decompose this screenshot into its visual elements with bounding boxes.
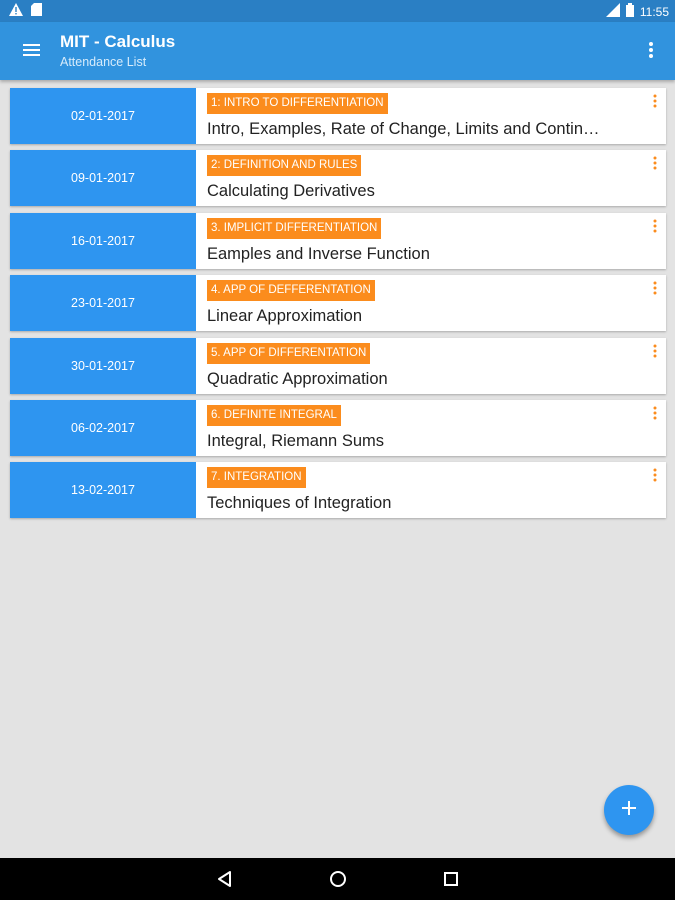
lecture-date: 16-01-2017 bbox=[10, 213, 196, 269]
lecture-list bbox=[10, 88, 666, 525]
topic-tag: 3. IMPLICIT DIFFERENTIATION bbox=[207, 218, 381, 239]
item-more-icon[interactable] bbox=[650, 343, 660, 361]
back-icon[interactable] bbox=[215, 869, 235, 889]
item-more-icon[interactable] bbox=[650, 218, 660, 236]
list-item[interactable] bbox=[10, 400, 666, 456]
lecture-description: Linear Approximation bbox=[207, 307, 363, 326]
list-item[interactable] bbox=[10, 275, 666, 331]
lecture-description: Techniques of Integration bbox=[207, 494, 392, 513]
lecture-date: 09-01-2017 bbox=[10, 150, 196, 206]
lecture-date: 02-01-2017 bbox=[10, 88, 196, 144]
list-item[interactable] bbox=[10, 338, 666, 394]
warning-icon bbox=[9, 3, 23, 21]
lecture-description: Quadratic Approximation bbox=[207, 369, 388, 388]
topic-tag: 5. APP OF DIFFERENTATION bbox=[207, 343, 370, 364]
signal-icon bbox=[606, 3, 620, 20]
item-more-icon[interactable] bbox=[650, 93, 660, 111]
app-subtitle: Attendance List bbox=[60, 55, 147, 69]
recents-icon[interactable] bbox=[441, 869, 461, 889]
app-title: MIT - Calculus bbox=[60, 32, 176, 51]
lecture-date: 30-01-2017 bbox=[10, 338, 196, 394]
lecture-description: Eamples and Inverse Function bbox=[207, 244, 430, 263]
hamburger-menu-icon[interactable] bbox=[18, 38, 46, 62]
add-button[interactable] bbox=[604, 785, 654, 835]
lecture-description: Integral, Riemann Sums bbox=[207, 431, 384, 450]
item-more-icon[interactable] bbox=[650, 280, 660, 298]
list-item[interactable] bbox=[10, 213, 666, 269]
topic-tag: 4. APP OF DEFFERENTATION bbox=[207, 280, 375, 301]
add-icon bbox=[621, 800, 637, 821]
topic-tag: 6. DEFINITE INTEGRAL bbox=[207, 405, 341, 426]
lecture-description: Intro, Examples, Rate of Change, Limits and Contin… bbox=[207, 120, 600, 138]
lecture-date: 23-01-2017 bbox=[10, 275, 196, 331]
topic-tag: 7. INTEGRATION bbox=[207, 467, 306, 488]
more-vert-icon[interactable] bbox=[643, 38, 659, 62]
item-more-icon[interactable] bbox=[650, 155, 660, 173]
item-more-icon[interactable] bbox=[650, 405, 660, 423]
item-more-icon[interactable] bbox=[650, 467, 660, 485]
battery-icon bbox=[626, 3, 634, 20]
status-time: 11:55 bbox=[639, 4, 669, 19]
status-bar bbox=[0, 0, 675, 22]
lecture-date: 06-02-2017 bbox=[10, 400, 196, 456]
navigation-bar bbox=[0, 858, 675, 900]
list-item[interactable] bbox=[10, 462, 666, 518]
list-item[interactable] bbox=[10, 88, 666, 144]
sd-card-icon bbox=[31, 3, 42, 21]
lecture-description: Calculating Derivatives bbox=[207, 182, 375, 201]
topic-tag: 2: DEFINITION AND RULES bbox=[207, 155, 361, 176]
app-bar bbox=[0, 22, 675, 80]
lecture-date: 13-02-2017 bbox=[10, 462, 196, 518]
home-icon[interactable] bbox=[328, 869, 348, 889]
topic-tag: 1: INTRO TO DIFFERENTIATION bbox=[207, 93, 388, 114]
list-item[interactable] bbox=[10, 150, 666, 206]
